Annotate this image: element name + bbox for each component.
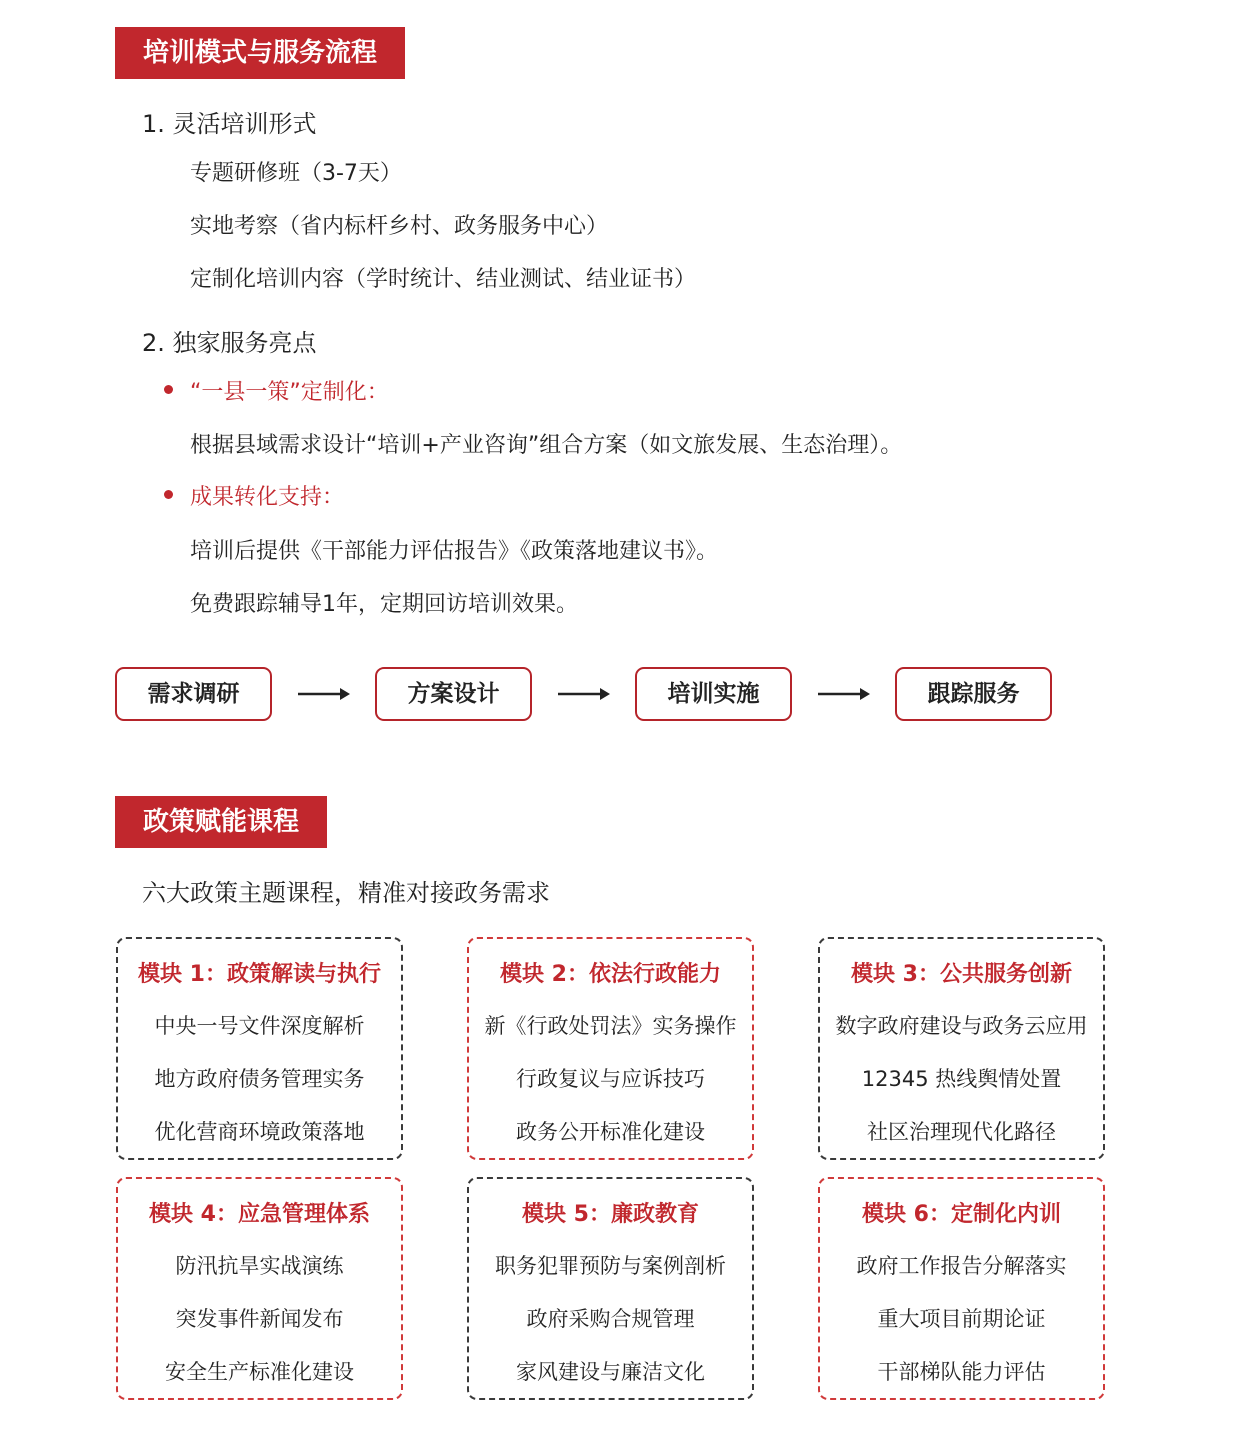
module-card-1 [116, 937, 403, 1160]
module-card-6 [818, 1177, 1105, 1400]
module-item: 突发事件新闻发布 [175, 1307, 344, 1331]
section-header-policy-courses: 政策赋能课程 [115, 796, 327, 848]
module-item: 职务犯罪预防与案例剖析 [495, 1254, 726, 1278]
training-form-item: 专题研修班（3-7天） [190, 161, 402, 186]
flow-step-design: 方案设计 [375, 667, 532, 721]
module-item: 社区治理现代化路径 [867, 1120, 1056, 1144]
module-item: 行政复议与应诉技巧 [516, 1067, 705, 1091]
flow-step-follow-up: 跟踪服务 [895, 667, 1052, 721]
module-item: 家风建设与廉洁文化 [516, 1360, 705, 1384]
highlight-detail: 根据县域需求设计“培训+产业咨询”组合方案（如文旅发展、生态治理）。 [190, 433, 903, 458]
module-item: 干部梯队能力评估 [877, 1360, 1046, 1384]
module-item: 新《行政处罚法》实务操作 [484, 1014, 737, 1038]
highlight-detail: 免费跟踪辅导1年，定期回访培训效果。 [190, 592, 578, 617]
section2-subtitle: 六大政策主题课程，精准对接政务需求 [142, 879, 550, 907]
bullet-dot-icon [164, 385, 173, 394]
module-title: 模块 5：廉政教育 [522, 1202, 699, 1227]
module-item: 地方政府债务管理实务 [154, 1067, 365, 1091]
module-item: 安全生产标准化建设 [165, 1360, 354, 1384]
module-card-2 [467, 937, 754, 1160]
module-title: 模块 3：公共服务创新 [851, 962, 1072, 987]
highlight-label: 成果转化支持： [190, 485, 345, 510]
module-item: 12345 热线舆情处置 [861, 1067, 1062, 1091]
module-title: 模块 1：政策解读与执行 [138, 962, 381, 987]
module-item: 政府采购合规管理 [526, 1307, 695, 1331]
arrow-right-icon [556, 680, 612, 708]
arrow-right-icon [816, 680, 872, 708]
module-item: 重大项目前期论证 [877, 1307, 1046, 1331]
module-item: 政务公开标准化建设 [516, 1120, 705, 1144]
training-form-item: 实地考察（省内标杆乡村、政务服务中心） [190, 214, 609, 239]
highlight-detail: 培训后提供《干部能力评估报告》《政策落地建议书》。 [190, 539, 719, 564]
module-item: 优化营商环境政策落地 [154, 1120, 365, 1144]
flow-step-implement: 培训实施 [635, 667, 792, 721]
part1-title: 1. 灵活培训形式 [142, 110, 317, 138]
arrow-right-icon [296, 680, 352, 708]
section-header-training-mode: 培训模式与服务流程 [115, 27, 405, 79]
module-item: 政府工作报告分解落实 [856, 1254, 1067, 1278]
flow-step-research: 需求调研 [115, 667, 272, 721]
training-form-item: 定制化培训内容（学时统计、结业测试、结业证书） [190, 267, 697, 292]
module-card-5 [467, 1177, 754, 1400]
module-title: 模块 6：定制化内训 [862, 1202, 1061, 1227]
module-item: 中央一号文件深度解析 [154, 1014, 365, 1038]
module-card-3 [818, 937, 1105, 1160]
module-title: 模块 4：应急管理体系 [149, 1202, 370, 1227]
module-item: 防汛抗旱实战演练 [175, 1254, 344, 1278]
highlight-label: “一县一策”定制化： [190, 380, 389, 405]
part2-title: 2. 独家服务亮点 [142, 329, 317, 357]
module-item: 数字政府建设与政务云应用 [835, 1014, 1088, 1038]
bullet-dot-icon [164, 490, 173, 499]
module-card-4 [116, 1177, 403, 1400]
module-title: 模块 2：依法行政能力 [500, 962, 721, 987]
